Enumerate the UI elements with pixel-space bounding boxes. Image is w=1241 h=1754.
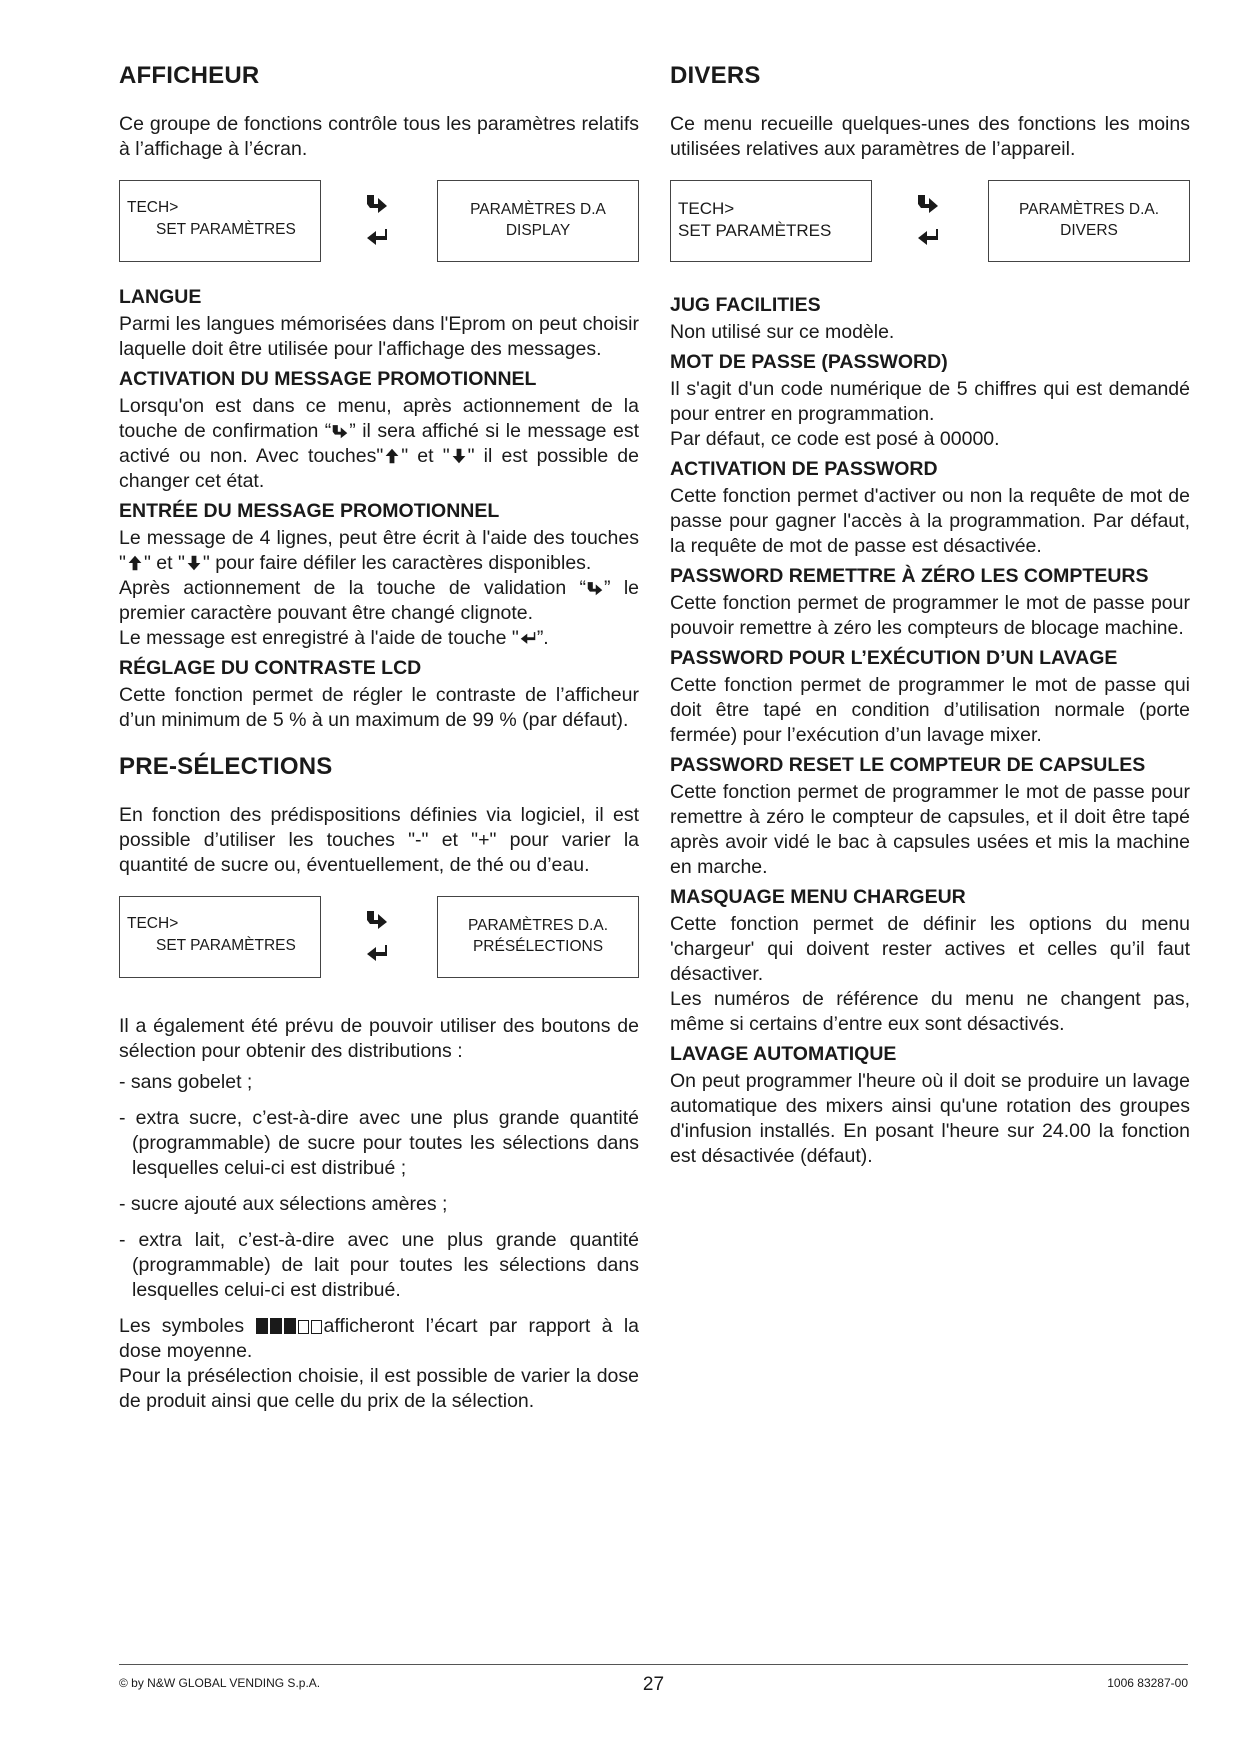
left-column	[119, 62, 639, 1420]
text-run: ” il sera affiché si le message est activé ou non. Avec touches"	[119, 420, 639, 467]
list-item: - sucre ajouté aux sélections amères ;	[119, 1193, 448, 1215]
section-title-preselections: PRE-SÉLECTIONS	[119, 753, 333, 780]
subsection-text: Non utilisé sur ce modèle.	[670, 321, 895, 343]
subsection-title: MASQUAGE MENU CHARGEUR	[670, 886, 966, 908]
menu-box-line: PARAMÈTRES D.A.	[1018, 201, 1160, 218]
afficheur-intro: Ce groupe de fonctions contrôle tous les paramètres relatifs à l’affichage à l’écran.	[119, 113, 639, 160]
text-run: Après actionnement de la touche de validation “	[119, 577, 587, 599]
menu-box-tech	[119, 896, 321, 978]
divers-intro: Ce menu recueille quelques-unes des fonctions les moins utilisées relatives aux paramètres de l’appareil.	[670, 113, 1190, 160]
menu-box-line: TECH>	[127, 915, 179, 932]
enter-arrow-icon	[916, 192, 940, 214]
list-item: - sans gobelet ;	[119, 1071, 253, 1093]
subsection-text: Cette fonction permet de programmer le mot de passe qui doit être tapé en condition d’utilisation normale (porte fermée) pour l’exécution d’un lavage mixer.	[670, 674, 1190, 746]
subsection-title: PASSWORD REMETTRE À ZÉRO LES COMPTEURS	[670, 565, 1149, 587]
menu-box-line: DISPLAY	[505, 222, 571, 239]
subsection-text: Il s'agit d'un code numérique de 5 chiffres qui est demandé pour entrer en programmation.	[670, 378, 1190, 425]
text-run: Lorsqu'on est dans ce menu, après actionnement de la touche de confirmation “	[119, 395, 639, 442]
menu-box-target	[437, 180, 639, 262]
subsection-text: Cette fonction permet de programmer le mot de passe pour pouvoir remettre à zéro les compteurs de blocage machine.	[670, 592, 1190, 639]
text-run: ”.	[536, 627, 549, 649]
filled-square-icon	[256, 1318, 268, 1334]
text-run: Le message est enregistré à l'aide de touche "	[119, 627, 519, 649]
text-run: Les symboles	[119, 1315, 256, 1337]
section-title-afficheur: AFFICHEUR	[119, 62, 260, 89]
menu-diagram-divers	[670, 180, 1190, 266]
filled-square-icon	[284, 1318, 296, 1334]
page-footer	[119, 1664, 1188, 1695]
subsection-title: JUG FACILITIES	[670, 294, 821, 316]
back-arrow-icon	[365, 226, 389, 248]
symbols-text	[119, 1314, 639, 1364]
subsection-text: On peut programmer l'heure où il doit se produire un lavage automatique des mixers ainsi qu'une rotation des groupes d'infusion installés. En posant l'heure sur 24.00 la fonction est désactivée (défaut).	[670, 1070, 1190, 1167]
menu-box-tech	[670, 180, 872, 262]
preselections-intro: En fonction des prédispositions définies via logiciel, il est possible d’utiliser les touches "-" et "+" pour varier la quantité de sucre ou, éventuellement, de thé ou d’eau.	[119, 804, 639, 876]
text-run: " il est possible de changer cet état.	[119, 445, 639, 492]
entree-save-text	[119, 626, 639, 651]
contraste-text: Cette fonction permet de régler le contraste de l’afficheur d’un minimum de 5 % à un maximum de 99 % (par défaut).	[119, 684, 639, 731]
up-arrow-icon	[126, 555, 144, 571]
enter-key-icon	[586, 580, 604, 596]
back-key-icon	[519, 630, 537, 646]
subsection-title: PASSWORD RESET LE COMPTEUR DE CAPSULES	[670, 754, 1146, 776]
menu-box-line: PARAMÈTRES D.A.	[467, 917, 609, 934]
subsection-text: Cette fonction permet d'activer ou non la requête de mot de passe pour gagner l'accès à la programmation. Par défaut, la requête de mot de passe est désactivée.	[670, 485, 1190, 557]
entree-validation-text	[119, 576, 639, 626]
text-run: " et "	[401, 445, 450, 467]
menu-diagram-display	[119, 180, 639, 266]
menu-box-line: DIVERS	[1060, 222, 1118, 239]
section-title-divers: DIVERS	[670, 62, 761, 89]
activation-message-text	[119, 394, 639, 494]
menu-box-line: SET PARAMÈTRES	[156, 937, 296, 954]
subsection-title-contraste: RÉGLAGE DU CONTRASTE LCD	[119, 657, 422, 679]
subsection-text: Cette fonction permet de définir les options du menu 'chargeur' qui doivent rester actives et celles qu’il faut désactiver.	[670, 913, 1190, 985]
text-run: " pour faire défiler les caractères disponibles.	[202, 552, 592, 574]
subsection-title: MOT DE PASSE (PASSWORD)	[670, 351, 948, 373]
menu-box-line: SET PARAMÈTRES	[678, 221, 832, 240]
menu-box-line: SET PARAMÈTRES	[156, 221, 296, 238]
subsection-title-entree-message: ENTRÉE DU MESSAGE PROMOTIONNEL	[119, 500, 500, 522]
up-arrow-icon	[383, 448, 401, 464]
divers-sections	[670, 294, 1190, 1169]
copyright: © by N&W GLOBAL VENDING S.p.A.	[119, 1676, 321, 1690]
subsection-title: ACTIVATION DE PASSWORD	[670, 458, 938, 480]
menu-box-target	[437, 896, 639, 978]
menu-box-target	[988, 180, 1190, 262]
down-arrow-icon	[185, 555, 203, 571]
empty-square-icon	[298, 1320, 309, 1334]
back-arrow-icon	[916, 226, 940, 248]
langue-text: Parmi les langues mémorisées dans l'Eprom on peut choisir laquelle doit être utilisée pour l'affichage des messages.	[119, 313, 639, 360]
empty-square-icon	[311, 1320, 322, 1334]
text-run: ” le premier caractère pouvant être changé clignote.	[119, 577, 639, 624]
text-run: " et "	[143, 552, 185, 574]
subsection-text: Par défaut, ce code est posé à 00000.	[670, 428, 1000, 450]
dose-level-symbols	[256, 1315, 324, 1337]
back-arrow-icon	[365, 942, 389, 964]
subsection-title-langue: LANGUE	[119, 286, 202, 308]
subsection-title: PASSWORD POUR L’EXÉCUTION D’UN LAVAGE	[670, 647, 1118, 669]
subsection-text: Cette fonction permet de programmer le mot de passe pour remettre à zéro le compteur de capsules, et il doit être tapé après avoir vidé le bac à capsules usées et mis la machine en marche.	[670, 781, 1190, 878]
document-reference: 1006 83287-00	[1107, 1676, 1188, 1690]
page-number: 27	[642, 1674, 665, 1695]
enter-arrow-icon	[365, 192, 389, 214]
menu-box-tech	[119, 180, 321, 262]
subsection-text: Les numéros de référence du menu ne changent pas, même si certains d’entre eux sont désactivés.	[670, 988, 1190, 1035]
menu-box-line: TECH>	[127, 199, 179, 216]
menu-box-line: TECH>	[678, 199, 735, 218]
menu-diagram-preselections	[119, 896, 639, 982]
list-item: - extra lait, c’est-à-dire avec une plus grande quantité (programmable) de lait pour toutes les sélections dans lesquelles celui-ci est distribué.	[119, 1229, 639, 1301]
menu-box-line: PRÉSÉLECTIONS	[472, 938, 604, 955]
subsection-title-activation-message: ACTIVATION DU MESSAGE PROMOTIONNEL	[119, 368, 537, 390]
entree-message-text	[119, 526, 639, 576]
subsection-title: LAVAGE AUTOMATIQUE	[670, 1043, 897, 1065]
text-run: Le message de 4 lignes, peut être écrit à l'aide des touches "	[119, 527, 639, 574]
filled-square-icon	[270, 1318, 282, 1334]
text-run: afficheront l’écart par rapport à la dose moyenne.	[119, 1315, 639, 1362]
distribution-options-list	[119, 1070, 639, 1303]
right-column	[670, 62, 1190, 1175]
list-item: - extra sucre, c’est-à-dire avec une plus grande quantité (programmable) de sucre pour toutes les sélections dans lesquelles celui-ci est distribué ;	[119, 1107, 639, 1179]
menu-box-line: PARAMÈTRES D.A	[470, 201, 606, 218]
down-arrow-icon	[450, 448, 468, 464]
preselections-closing: Pour la présélection choisie, il est possible de varier la dose de produit ainsi que celle du prix de la sélection.	[119, 1365, 639, 1412]
enter-arrow-icon	[365, 908, 389, 930]
preselections-also-text: Il a également été prévu de pouvoir utiliser des boutons de sélection pour obtenir des distributions :	[119, 1015, 639, 1062]
enter-key-icon	[331, 423, 349, 439]
